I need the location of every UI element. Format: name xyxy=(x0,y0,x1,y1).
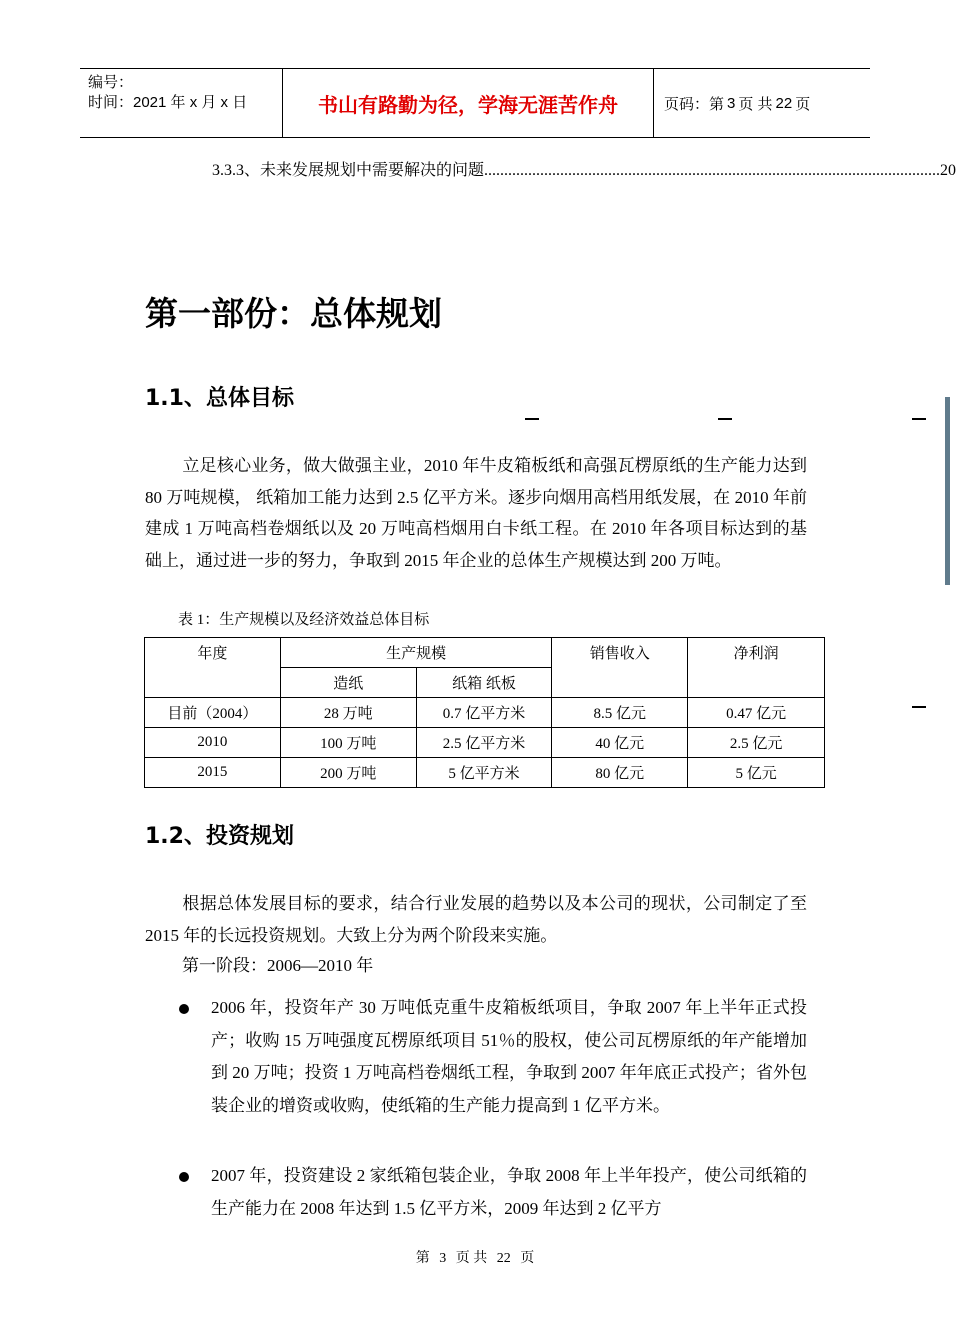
decorative-dash xyxy=(912,706,926,708)
phase-label: 第一阶段：2006—2010 年 xyxy=(182,956,374,975)
list-item-text: 2006 年，投资年产 30 万吨低克重牛皮箱板纸项目，争取 2007 年上半年正式投产；收购 15 万吨强度瓦楞原纸项目 51％的股权，使公司瓦楞原纸的年产能增加到 20 万吨；投资 1 万吨高档卷烟纸工程，争取到 2007 年年底正式投产；省外包装企业的增资或收购，使纸箱的生产能力提高到 1 亿平方米。 xyxy=(211,998,807,1115)
page-footer xyxy=(0,1247,950,1267)
header-page-end: 页 xyxy=(795,95,811,113)
header-page-label: 页码：第 xyxy=(664,95,725,113)
decorative-dash xyxy=(912,418,926,420)
header-page-mid: 页 共 xyxy=(738,95,773,113)
table-cell: 5 亿平方米 xyxy=(416,758,552,788)
table-cell: 2010 xyxy=(145,728,281,758)
investment-paragraph: 根据总体发展目标的要求，结合行业发展的趋势以及本公司的现状，公司制定了至 2015 年的长远投资规划。大致上分为两个阶段来实施。 xyxy=(145,894,807,945)
side-scroll-indicator[interactable] xyxy=(945,397,950,585)
footer-pre: 第 xyxy=(415,1251,430,1266)
table-row xyxy=(145,758,825,788)
goals-paragraph: 立足核心业务，做大做强主业，2010 年牛皮箱板纸和高强瓦楞原纸的生产能力达到 80 万吨规模， 纸箱加工能力达到 2.5 亿平方米。逐步向烟用高档用纸发展，在 2010 年前建成 1 万吨高档卷烟纸以及 20 万吨高档烟用白卡纸工程。在 2010 年各项目标达到的基础上，通过进一步的努力，争取到 2015 年企业的总体生产规模达到 200 万吨。 xyxy=(145,456,807,570)
table-cell: 2.5 亿元 xyxy=(688,728,825,758)
table-cell: 8.5 亿元 xyxy=(552,698,688,728)
header-motto: 书山有路勤为径，学海无涯苦作舟 xyxy=(282,69,654,137)
table-cell: 2.5 亿平方米 xyxy=(416,728,552,758)
table-caption: 表 1：生产规模以及经济效益总体目标 xyxy=(178,612,430,628)
table-cell: 100 万吨 xyxy=(280,728,416,758)
table-cell: 200 万吨 xyxy=(280,758,416,788)
bullet-icon xyxy=(179,1172,189,1182)
table-header-profit: 净利润 xyxy=(688,638,825,698)
table-header-year: 年度 xyxy=(145,638,281,698)
table-header-scale: 生产规模 xyxy=(280,638,552,668)
section-heading-goals: 1.1、总体目标 xyxy=(145,386,294,411)
toc-entry-title: 3.3.3、未来发展规划中需要解决的问题 xyxy=(212,162,485,179)
footer-total: 22 xyxy=(496,1251,511,1266)
list-item-text: 2007 年，投资建设 2 家纸箱包装企业，争取 2008 年上半年投产，使公司纸箱的生产能力在 2008 年达到 1.5 亿平方米，2009 年达到 2 亿平方 xyxy=(211,1166,807,1218)
table-cell: 80 亿元 xyxy=(552,758,688,788)
section-heading-investment: 1.2、投资规划 xyxy=(145,824,294,849)
toc-entry[interactable] xyxy=(212,160,956,182)
table-cell: 0.47 亿元 xyxy=(688,698,825,728)
table-cell: 28 万吨 xyxy=(280,698,416,728)
decorative-dash xyxy=(718,418,732,420)
table-cell: 0.7 亿平方米 xyxy=(416,698,552,728)
header-meta xyxy=(80,69,282,137)
bullet-icon xyxy=(179,1004,189,1014)
decorative-dash xyxy=(525,418,539,420)
footer-page-number: 3 xyxy=(439,1251,447,1266)
header-page-total: 22 xyxy=(775,94,793,112)
table-cell: 40 亿元 xyxy=(552,728,688,758)
table-cell: 2015 xyxy=(145,758,281,788)
part-title: 第一部份：总体规划 xyxy=(145,294,442,333)
footer-post: 页 xyxy=(520,1251,535,1266)
document-number-label: 编号： xyxy=(88,74,134,91)
page-header xyxy=(80,68,870,138)
toc-leader-dots: .................................................................................................................. xyxy=(484,162,941,179)
table-header-sales: 销售收入 xyxy=(552,638,688,698)
table-cell: 目前（2004） xyxy=(145,698,281,728)
table-row xyxy=(145,728,825,758)
footer-mid: 页 共 xyxy=(455,1251,488,1266)
table-row xyxy=(145,698,825,728)
table-cell: 5 亿元 xyxy=(688,758,825,788)
toc-entry-page: 20 xyxy=(940,162,956,179)
document-date: 时间：2021 年 x 月 x 日 xyxy=(88,94,248,111)
header-page-info xyxy=(654,69,870,137)
goals-table xyxy=(144,637,825,788)
header-page-number: 3 xyxy=(727,94,736,112)
table-header-box: 纸箱 纸板 xyxy=(416,668,552,698)
table-header-paper: 造纸 xyxy=(280,668,416,698)
